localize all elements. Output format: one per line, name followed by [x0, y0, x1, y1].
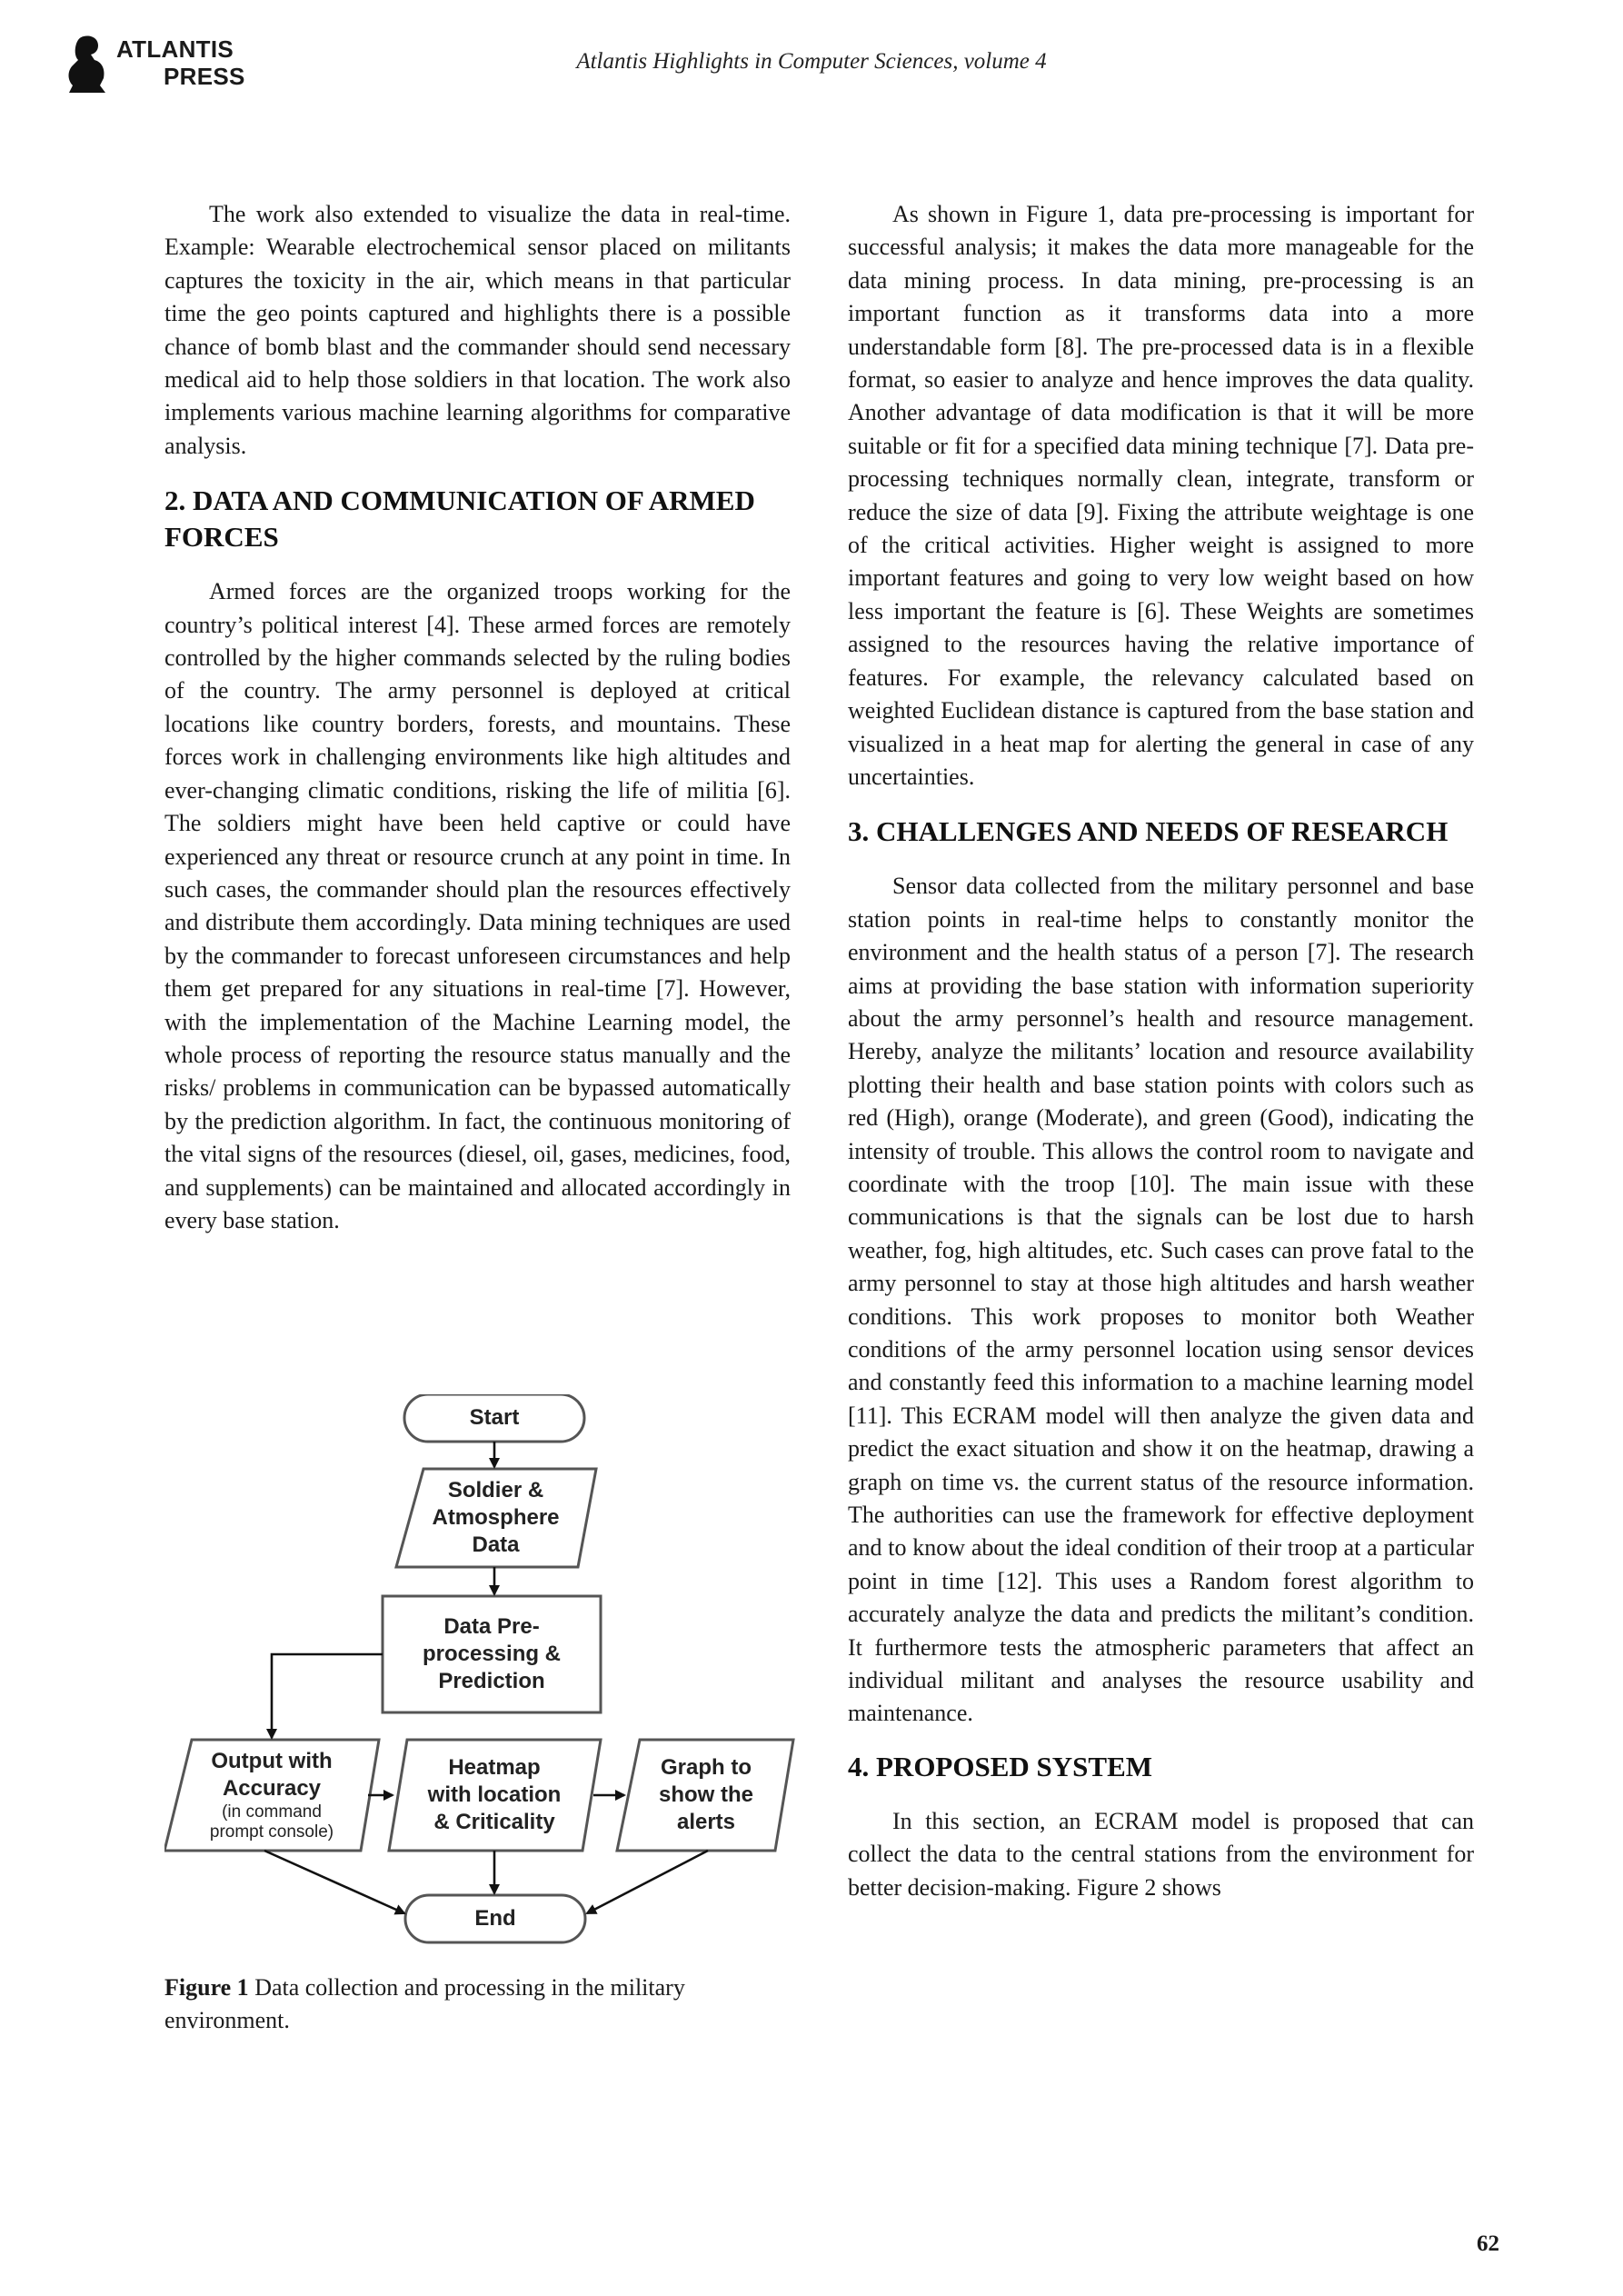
output-label — [172, 1742, 372, 1849]
input-text-line3: Data — [472, 1532, 520, 1557]
output-text-line1: Output with — [211, 1749, 333, 1773]
graph-text-line3: alerts — [676, 1810, 736, 1834]
heatmap-text-line1: Heatmap — [448, 1755, 541, 1780]
process-text-line2: processing & — [422, 1642, 562, 1666]
end-label — [405, 1895, 585, 1942]
arrow-output-to-end — [264, 1851, 404, 1913]
start-label — [404, 1394, 584, 1442]
left-column — [164, 198, 791, 1237]
section-2-heading: 2. DATA AND COMMUNICATION OF ARMED FORCES — [164, 484, 755, 554]
section-2-paragraph: Armed forces are the organized troops working for the country’s political interest [4]. These armed forces are remotely controlled by the higher commands selected by the ruling bodies of the country. The army personnel is deployed at critical locations like country borders, forests, and mountains. These forces work in challenging environments like high altitudes and ever-changing climatic conditions, risking the life of militia [6]. The soldiers might have been held captive or could have experienced any threat or resource crunch at any point in time. In such cases, the commander should plan the resources effectively and distribute them accordingly. Data mining techniques are used by the commander to forecast unforeseen circumstances and help them get prepared for any situations in real-time [7]. However, with the implementation of the Machine Learning model, the whole process of reporting the resource status manually and the risks/ problems in communication can be bypassed automatically by the prediction algorithm. In fact, the continuous monitoring of the vital signs of the resources (diesel, oil, gases, medicines, food, and supplements) can be maintained and allocated accordingly in every base station. — [164, 578, 791, 1233]
process-text-line3: Prediction — [438, 1669, 545, 1693]
input-label — [403, 1469, 589, 1567]
running-header: Atlantis Highlights in Computer Sciences, volume 4 — [576, 49, 1047, 74]
figure-1-flowchart — [164, 1394, 801, 1944]
page-number: 62 — [1477, 2231, 1499, 2256]
logo-text-line1: ATLANTIS — [116, 35, 234, 63]
arrow-graph-to-end — [587, 1851, 708, 1913]
input-text-line1: Soldier & — [447, 1478, 544, 1502]
section-4-heading: 4. PROPOSED SYSTEM — [848, 1750, 1153, 1782]
heatmap-text-line3: & Criticality — [433, 1810, 555, 1834]
figure-caption-text: Data collection and processing in the military environment. — [164, 1974, 685, 2034]
figure-caption-label: Figure 1 — [164, 1974, 249, 2001]
arrow-process-to-output — [272, 1654, 383, 1738]
graph-label — [626, 1742, 786, 1849]
section-3-paragraph: Sensor data collected from the military personnel and base station points in real-time helps to constantly monitor the environment and the health status of a person [7]. The research aims at providing the base station with information superiority about the army personnel’s health and resource management. Hereby, analyze the militants’ location and resource availability plotting their health and base station points with colors such as red (High), orange (Moderate), and green (Good), indicating the intensity of trouble. This allows the control room to navigate and coordinate with the troop [10]. The main issue with these communications is that the signals can be lost due to harsh weather, fog, high altitudes, etc. Such cases can prove fatal to the army personnel to stay at those high altitudes and harsh weather conditions. This work proposes to monitor both Weather conditions of the army personnel location using sensor devices and constantly feed this information to a machine learning model [11]. This ECRAM model will then analyze the given data and predict the exact situation and show it on the heatmap, drawing a graph on time vs. the current status of the resource information. The authorities can use the framework for effective deployment and to know about the ideal condition of their troop at a particular point in time [12]. This uses a Random forest algorithm to accurately analyze the data and predicts the militant’s condition. It furthermore tests the atmospheric parameters that affect an individual militant and analyses the resource usability and maintenance. — [848, 873, 1474, 1727]
process-text-line1: Data Pre- — [443, 1614, 540, 1639]
logo-text-line2: PRESS — [164, 63, 245, 90]
heatmap-text-line2: with location — [427, 1782, 562, 1807]
section-4-paragraph: In this section, an ECRAM model is proposed that can collect the data to the central stations from the environment for better decision-making. Figure 2 shows — [848, 1807, 1474, 1901]
output-text-line2: Accuracy — [222, 1776, 322, 1801]
figure-1-caption — [164, 1972, 791, 2038]
graph-text-line2: show the — [658, 1782, 753, 1807]
intro-paragraph: The work also extended to visualize the data in real-time. Example: Wearable electrochemical sensor placed on militants captures the toxicity in the air, which means in that particular time the geo points captured and highlights there is a possible chance of bomb blast and the commander should send necessary medical aid to help those soldiers in that location. The work also implements various machine learning algorithms for comparative analysis. — [164, 201, 791, 459]
start-text: Start — [469, 1405, 520, 1430]
preprocessing-paragraph: As shown in Figure 1, data pre-processing is important for successful analysis; it makes the data more manageable for the data mining process. In data mining, pre-processing is an important function as it transforms data into a more understandable form [8]. The pre-processed data is in a flexible format, so easier to analyze and hence improves the data quality. Another advantage of data modification is that it will be more suitable or fit for a specified data mining technique [7]. Data pre-processing techniques normally clean, integrate, transform or reduce the size of data [9]. Fixing the attribute weightage is one of the critical activities. Higher weight is assigned to more important features and going to very low weight based on how less important the feature is [6]. These Weights are sometimes assigned to the resources having the relative importance of features. For example, the relevancy calculated based on weighted Euclidean distance is captured from the base station and visualized in a heat map for alerting the general in case of any uncertainties. — [848, 201, 1474, 790]
input-text-line2: Atmosphere — [432, 1505, 560, 1530]
right-column — [848, 198, 1474, 1904]
output-text-line3: (in command — [222, 1802, 322, 1822]
graph-text-line1: Graph to — [661, 1755, 752, 1780]
heatmap-label — [394, 1742, 594, 1849]
output-text-line4: prompt console) — [209, 1822, 334, 1842]
process-label — [383, 1596, 601, 1712]
end-text: End — [474, 1906, 516, 1931]
section-3-heading: 3. CHALLENGES AND NEEDS OF RESEARCH — [848, 815, 1449, 848]
